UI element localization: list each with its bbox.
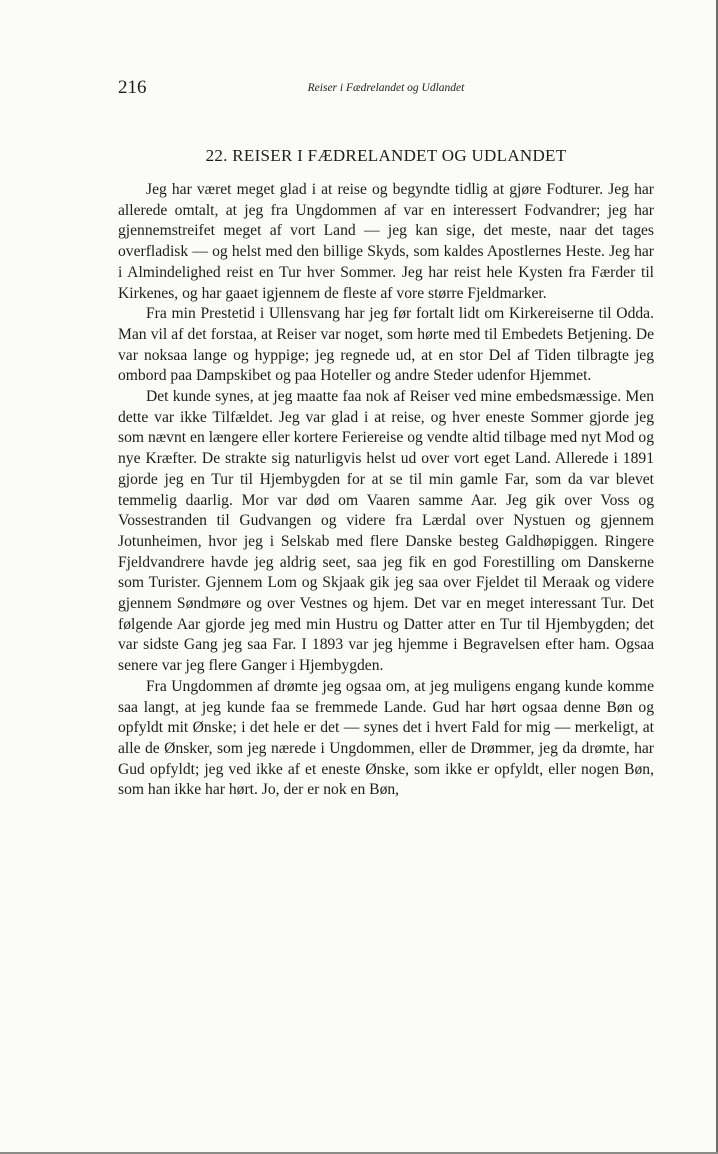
page-header xyxy=(118,76,654,100)
paragraph: Fra Ungdommen af drømte jeg ogsaa om, at jeg muligens engang kunde komme saa langt, at jeg kunde faa se fremmede Lande. Gud har hørt ogsaa denne Bøn og opfyldt mit Ønske; i det hele er det — synes det i hvert Fald for mig — merkeligt, at alle de Ønsker, som jeg nærede i Ungdommen, eller de Drømmer, jeg da drømte, har Gud opfyldt; jeg ved ikke af et eneste Ønske, som ikke er opfyldt, eller nogen Bøn, som han ikke har hørt. Jo, der er nok en Bøn, xyxy=(118,677,654,799)
chapter-title: 22. REISER I FÆDRELANDET OG UDLANDET xyxy=(205,146,567,165)
running-title: Reiser i Fædrelandet og Udlandet xyxy=(307,82,465,94)
page-number: 216 xyxy=(118,77,147,98)
paragraph: Fra min Prestetid i Ullensvang har jeg før fortalt lidt om Kirkereiserne til Odda. Man vil af det forstaa, at Reiser var noget, som hørte med til Embedets Betjening. De var noksaa lange og hyppige; jeg regnede ud, at en stor Del af Tiden tilbragte jeg ombord paa Dampskibet og paa Hoteller og andre Steder udenfor Hjemmet. xyxy=(118,305,654,385)
paragraph: Det kunde synes, at jeg maatte faa nok af Reiser ved mine embedsmæssige. Men dette var ikke Tilfældet. Jeg var glad i at reise, og hver eneste Sommer gjorde jeg som nævnt en længere eller kortere Feriereise og vendte altid tilbage med nyt Mod og nye Kræfter. De strakte sig naturligvis helst ud over vort eget Land. Allerede i 1891 gjorde jeg en Tur til Hjembygden for at se til min gamle Far, som da var blevet temmelig daarlig. Mor var død om Vaaren samme Aar. Jeg gik over Voss og Vossestranden til Gudvangen og videre fra Lærdal over Nystuen og gjennem Jotunheimen, hvor jeg i Selskab med flere Danske besteg Galdhøpiggen. Ringere Fjeldvandrere havde jeg aldrig seet, saa jeg fik en god Forestilling om Danskerne som Turister. Gjennem Lom og Skjaak gik jeg saa over Fjeldet til Meraak og videre gjennem Søndmøre og over Vestnes og hjem. Det var en meget interessant Tur. Det følgende Aar gjorde jeg med min Hustru og Datter atter en Tur til Hjembygden; det var sidste Gang jeg saa Far. I 1893 var jeg hjemme i Begravelsen efter ham. Ogsaa senere var jeg flere Ganger i Hjembygden. xyxy=(118,388,654,675)
body-text xyxy=(118,180,654,801)
paragraph: Jeg har været meget glad i at reise og begyndte tidlig at gjøre Fodturer. Jeg har allerede omtalt, at jeg fra Ungdommen af var en interessert Fodvandrer; jeg har gjennemstreifet meget af vort Land — jeg kan sige, det meste, naar det tages overfladisk — og helst med den billige Skyds, som kaldes Apostlernes Heste. Jeg har i Almindelighed reist en Tur hver Sommer. Jeg har reist hele Kysten fra Færder til Kirkenes, og har gaaet igjennem de fleste af vore større Fjeldmarker. xyxy=(118,181,654,302)
